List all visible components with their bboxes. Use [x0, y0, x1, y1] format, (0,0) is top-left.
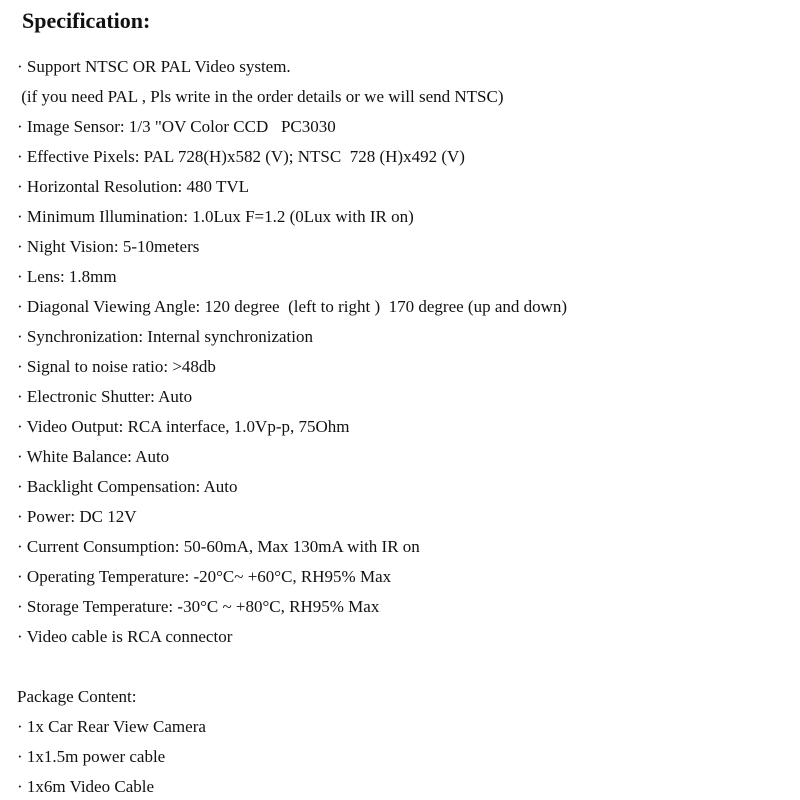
spec-line: · Current Consumption: 50-60mA, Max 130mA with IR on — [17, 537, 420, 556]
spec-line: · White Balance: Auto — [17, 447, 170, 466]
spec-line: · Minimum Illumination: 1.0Lux F=1.2 (0Lux with IR on) — [17, 207, 414, 226]
spec-line: · Signal to noise ratio: >48db — [17, 357, 216, 376]
spec-line: · Operating Temperature: -20°C~ +60°C, RH95% Max — [17, 567, 392, 586]
spec-line: · Electronic Shutter: Auto — [17, 387, 193, 406]
package-item: · 1x1.5m power cable — [17, 747, 166, 766]
spec-line: · Power: DC 12V — [17, 507, 137, 526]
spec-line: · Video Output: RCA interface, 1.0Vp-p, 75Ohm — [17, 417, 350, 436]
spec-line: · Diagonal Viewing Angle: 120 degree (left to right ) 170 degree (up and down) — [17, 297, 568, 316]
spec-line: · Lens: 1.8mm — [17, 267, 117, 286]
package-item: · 1x Car Rear View Camera — [17, 717, 206, 736]
spec-line: · Horizontal Resolution: 480 TVL — [17, 177, 249, 196]
spec-line: · Backlight Compensation: Auto — [17, 477, 238, 496]
page-title: Specification: — [22, 8, 151, 33]
spec-line: · Video cable is RCA connector — [17, 627, 233, 646]
spec-line: · Storage Temperature: -30°C ~ +80°C, RH95% Max — [17, 597, 380, 616]
spec-line: · Night Vision: 5-10meters — [17, 237, 200, 256]
package-item: · 1x6m Video Cable — [17, 777, 155, 796]
spec-line: · Image Sensor: 1/3 "OV Color CCD PC3030 — [17, 117, 336, 136]
spec-line: · Synchronization: Internal synchronization — [17, 327, 313, 346]
spec-line: (if you need PAL , Pls write in the order details or we will send NTSC) — [17, 87, 504, 106]
spec-line: · Effective Pixels: PAL 728(H)x582 (V); NTSC 728 (H)x492 (V) — [17, 147, 465, 166]
spec-line: · Support NTSC OR PAL Video system. — [17, 57, 291, 76]
package-heading: Package Content: — [17, 687, 137, 706]
